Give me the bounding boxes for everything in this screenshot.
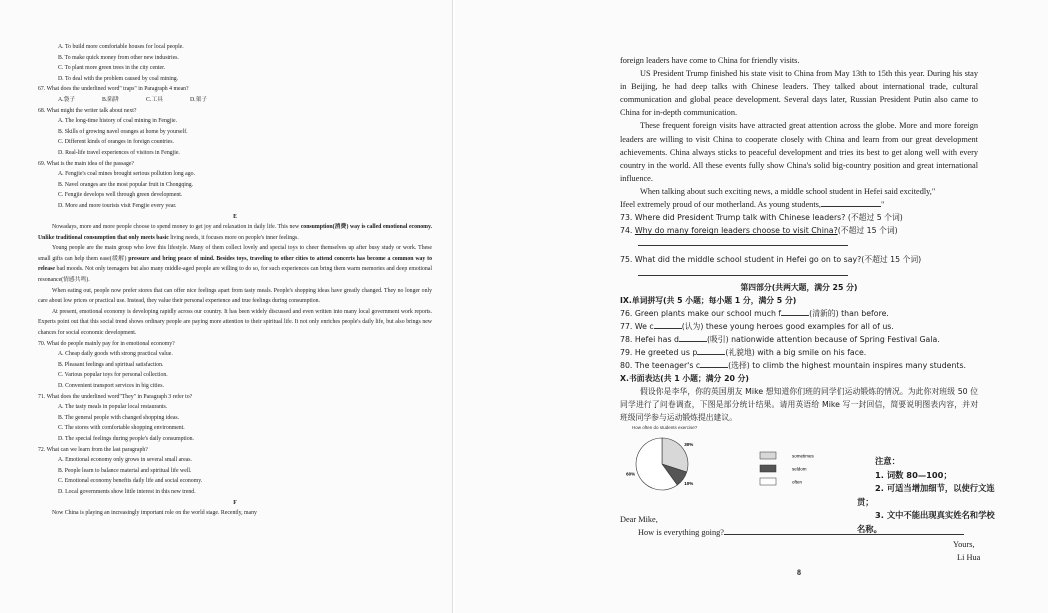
- paragraph-text: Nowadays, more and more people choose to spend money to get joy and relaxation in daily life. This new: [52, 224, 301, 231]
- passage-paragraph: [38, 243, 432, 285]
- section-ix-heading: IX.单词拼写(共 5 小题；每小题 1 分，满分 5 分): [620, 295, 797, 305]
- left-page: [0, 0, 453, 613]
- legend-swatch-sometimes: [760, 452, 776, 459]
- option: D. Local governments show little interest in this new trend.: [58, 488, 196, 495]
- letter-text: How is everything going?: [638, 528, 724, 537]
- option: A.袋子: [58, 96, 76, 103]
- pie-slice-label: 60%: [626, 471, 636, 477]
- chart-title: How often do students exercise?: [632, 425, 698, 430]
- question-text: (吸引) nationwide attention because of Spring Festival Gala.: [706, 334, 940, 344]
- notes-title: 注意：: [875, 456, 900, 466]
- paragraph-bold-text: consumption(消费) way is called emotional economy. Unlike traditional consumption that only meets basic: [38, 224, 432, 241]
- option: D. To deal with the problem caused by coal mining.: [58, 75, 179, 82]
- question-77: [620, 320, 978, 333]
- question-78: [620, 333, 978, 346]
- passage-paragraph: Now China is playing an increasingly important role on the world stage. Recently, many: [52, 510, 257, 517]
- question-68: 68. What might the writer talk about next?: [38, 107, 137, 114]
- note-item: 1. 词数 80—100；: [875, 469, 952, 480]
- option: A. The tasty meals in popular local restaurants.: [58, 404, 168, 411]
- question-71: 71. What does the underlined word"They" in Paragraph 3 refer to?: [38, 393, 193, 400]
- passage-paragraph: At present, emotional economy is developing rapidly across our country. It has been widely discussed and even written into many local government work reports. Experts point out that this social trend shows ordinary people are paying more attention to their spiritual life. It not only enriches people's daily life, but also brings new chances for social economic development.: [38, 308, 432, 337]
- option: A. The long-time history of coal mining in Fengjie.: [58, 118, 178, 125]
- question-80: [620, 359, 978, 372]
- option: A. Cheap daily goods with strong practical value.: [58, 351, 173, 358]
- pie-slice-label: 10%: [684, 480, 694, 486]
- question-text: (认为) these young heroes good examples for all of us.: [681, 321, 894, 331]
- option: A. To build more comfortable houses for local people.: [58, 44, 184, 50]
- option: B. Pleasant feelings and spiritual satisfaction.: [58, 361, 164, 368]
- fill-blank[interactable]: [781, 307, 809, 316]
- question-underlined-text: Why do many foreign leaders choose to visit China?: [634, 226, 838, 236]
- section-f-heading: F: [233, 499, 237, 506]
- option: B. Navel oranges are the most popular fruit in Chongqing.: [58, 181, 194, 188]
- paragraph-text: Young people are the main group who love this lifestyle. Many of them collect lovely and special toys to cheer themselves up after busy study or work. These small gifts can help them ease(缓解): [38, 245, 432, 262]
- question-text: 78. Hefei has d: [620, 334, 679, 344]
- question-76: [620, 307, 978, 320]
- question-73: 73. Where did President Trump talk with Chinese leaders? (不超过 5 个词): [620, 213, 903, 223]
- paragraph-text: ": [880, 200, 885, 210]
- note-item: 3. 文中不能出现真实姓名和学校名称。: [857, 510, 995, 534]
- left-page-content: [38, 42, 432, 519]
- option: B. People learn to balance material and spiritual life well.: [58, 467, 192, 474]
- question-text: 77. We c: [620, 321, 654, 331]
- paragraph-text: bad moods. Not only teenagers but also many middle-aged people are willing to do so, for such experiences can bring them warm memories and deep emotional resonance(情感共鸣).: [38, 266, 432, 284]
- pie-chart: [626, 422, 860, 517]
- legend-label-seldom: seldom: [792, 466, 807, 472]
- option: C. The stores with comfortable shopping environment.: [58, 425, 185, 432]
- paragraph-text: Ifeel extremely proud of our motherland. As young students,: [620, 200, 821, 210]
- right-page: [455, 0, 1048, 613]
- question-69: 69. What is the main idea of the passage?: [38, 160, 134, 167]
- note-item: 2. 可适当增加细节，以使行文连贯；: [857, 483, 995, 507]
- writing-line[interactable]: [724, 526, 964, 535]
- letter-greeting: Dear Mike,: [620, 515, 658, 524]
- question-text: 79. He greeted us p: [620, 348, 698, 358]
- question-67-options: [38, 95, 432, 106]
- option: D. The special feelings during people's daily consumption.: [58, 435, 195, 442]
- option: B. The general people with changed shopping ideas.: [58, 414, 180, 421]
- question-74: [620, 224, 978, 237]
- option: B. To make quick money from other new industries.: [58, 54, 179, 61]
- letter: [620, 513, 980, 539]
- fill-blank[interactable]: [654, 320, 682, 329]
- letter-first-line: [620, 526, 980, 539]
- paragraph-bold-text: pressure and bring peace of mind. Besides toys, traveling to other cities to attend concerts has become a common way to release: [38, 255, 432, 273]
- answer-line-75[interactable]: [620, 267, 978, 280]
- fill-blank[interactable]: [821, 198, 881, 207]
- question-70: 70. What do people mainly pay for in emotional economy?: [38, 340, 175, 347]
- answer-line-74[interactable]: [620, 237, 978, 250]
- option: B.陷阱: [102, 96, 119, 103]
- legend-swatch-seldom: [760, 465, 776, 472]
- question-text: 76. Green plants make our school much f: [620, 308, 782, 318]
- answer-line[interactable]: [638, 267, 848, 276]
- question-75: 75. What did the middle school student in Hefei go on to say?(不超过 15 个词): [620, 255, 922, 265]
- passage-paragraph: When eating out, people now prefer stores that can offer nice feelings apart from tasty meals. People's shopping ideas have greatly changed. They no longer only care about low prices or practical use. Instead, they value their personal experience and true feelings during consumption.: [38, 287, 432, 305]
- option: D.架子: [190, 96, 208, 103]
- option: C.工具: [146, 96, 163, 103]
- legend-label-often: often: [792, 479, 803, 485]
- question-text: 80. The teenager's c: [620, 361, 701, 371]
- page-number: 8: [797, 568, 801, 577]
- passage-paragraph: [620, 185, 978, 211]
- question-67: 67. What does the underlined word" traps" in Paragraph 4 mean?: [38, 86, 189, 93]
- fill-blank[interactable]: [679, 333, 707, 342]
- letter-closing: Yours,: [953, 540, 975, 549]
- legend-label-sometimes: sometimes: [792, 453, 814, 459]
- answer-line[interactable]: [638, 237, 848, 246]
- option: D. More and more tourists visit Fengjie every year.: [58, 202, 177, 209]
- question-text: (礼貌地) with a big smile on his face.: [725, 348, 867, 358]
- fill-blank[interactable]: [697, 346, 725, 355]
- section-e-heading: E: [233, 213, 237, 220]
- fill-blank[interactable]: [700, 359, 728, 368]
- option: A. Emotional economy only grows in several small areas.: [58, 457, 192, 464]
- letter-signature: Li Hua: [957, 553, 981, 562]
- legend-swatch-often: [760, 478, 776, 485]
- question-text: (清新的) than before.: [809, 308, 889, 318]
- option: D. Real-life travel experiences of visitors in Fengjie.: [58, 149, 180, 156]
- option: C. To plant more green trees in the city center.: [58, 65, 166, 72]
- option: C. Fengjie develops well through green development.: [58, 192, 183, 199]
- option: C. Various popular toys for personal collection.: [58, 372, 168, 379]
- writing-prompt: 假设你是李华，你的英国朋友 Mike 想知道你们班的同学们运动锻炼的情况。为此你对班级 50 位同学进行了问卷调查，下图是部分统计结果。请用英语给 Mike 写一封回信，简要说明图表内容，并对班级同学参与运动锻炼提出建议。: [620, 387, 978, 423]
- pie-slice-label: 30%: [684, 442, 694, 448]
- question-limit: (不超过 15 个词): [837, 226, 898, 236]
- option: A. Fengjie's coal mines brought serious pollution long ago.: [58, 171, 195, 178]
- passage-line: foreign leaders have come to China for friendly visits.: [620, 56, 800, 65]
- right-page-content: [620, 54, 978, 424]
- option: C. Emotional economy benefits daily life and social economy.: [58, 478, 203, 485]
- paragraph-text: When talking about such exciting news, a middle school student in Hefei said excitedly,": [640, 186, 936, 196]
- option: C. Different kinds of oranges in foreign countries.: [58, 139, 174, 146]
- question-79: [620, 346, 978, 359]
- paragraph-text: living needs, it focuses more on people's inner feelings.: [168, 234, 299, 241]
- option: B. Skills of growing navel oranges at home by yourself.: [58, 128, 188, 135]
- question-text: (选择) to climb the highest mountain inspires many students.: [728, 361, 967, 371]
- question-number: 74.: [620, 226, 635, 236]
- part-four-heading: 第四部分(共两大题，满分 25 分): [740, 282, 858, 292]
- pie-slices: [626, 438, 693, 490]
- passage-paragraph: US President Trump finished his state visit to China from May 13th to 15th this year. During his stay in Beijing, he had deep talks with Chinese leaders. They talked about international trade, cultural communication and global peace development. Several days later, Russian President Putin also came to China for in-depth communication.: [620, 69, 978, 118]
- passage-paragraph: These frequent foreign visits have attracted great attention across the globe. More and more foreign leaders are willing to visit China to cooperate closely with China and learn from our great development achievements. China always sticks to peaceful development and tries its best to get along well with every country in the world. All these events fully show China's solid big-country position and great international influence.: [620, 121, 978, 183]
- chart-legend: [760, 452, 815, 485]
- question-72: 72. What can we learn from the last paragraph?: [38, 446, 148, 453]
- section-x-heading: X.书面表达(共 1 小题；满分 20 分): [620, 374, 749, 384]
- option: D. Convenient transport services in big cities.: [58, 383, 164, 389]
- passage-paragraph: [38, 222, 432, 243]
